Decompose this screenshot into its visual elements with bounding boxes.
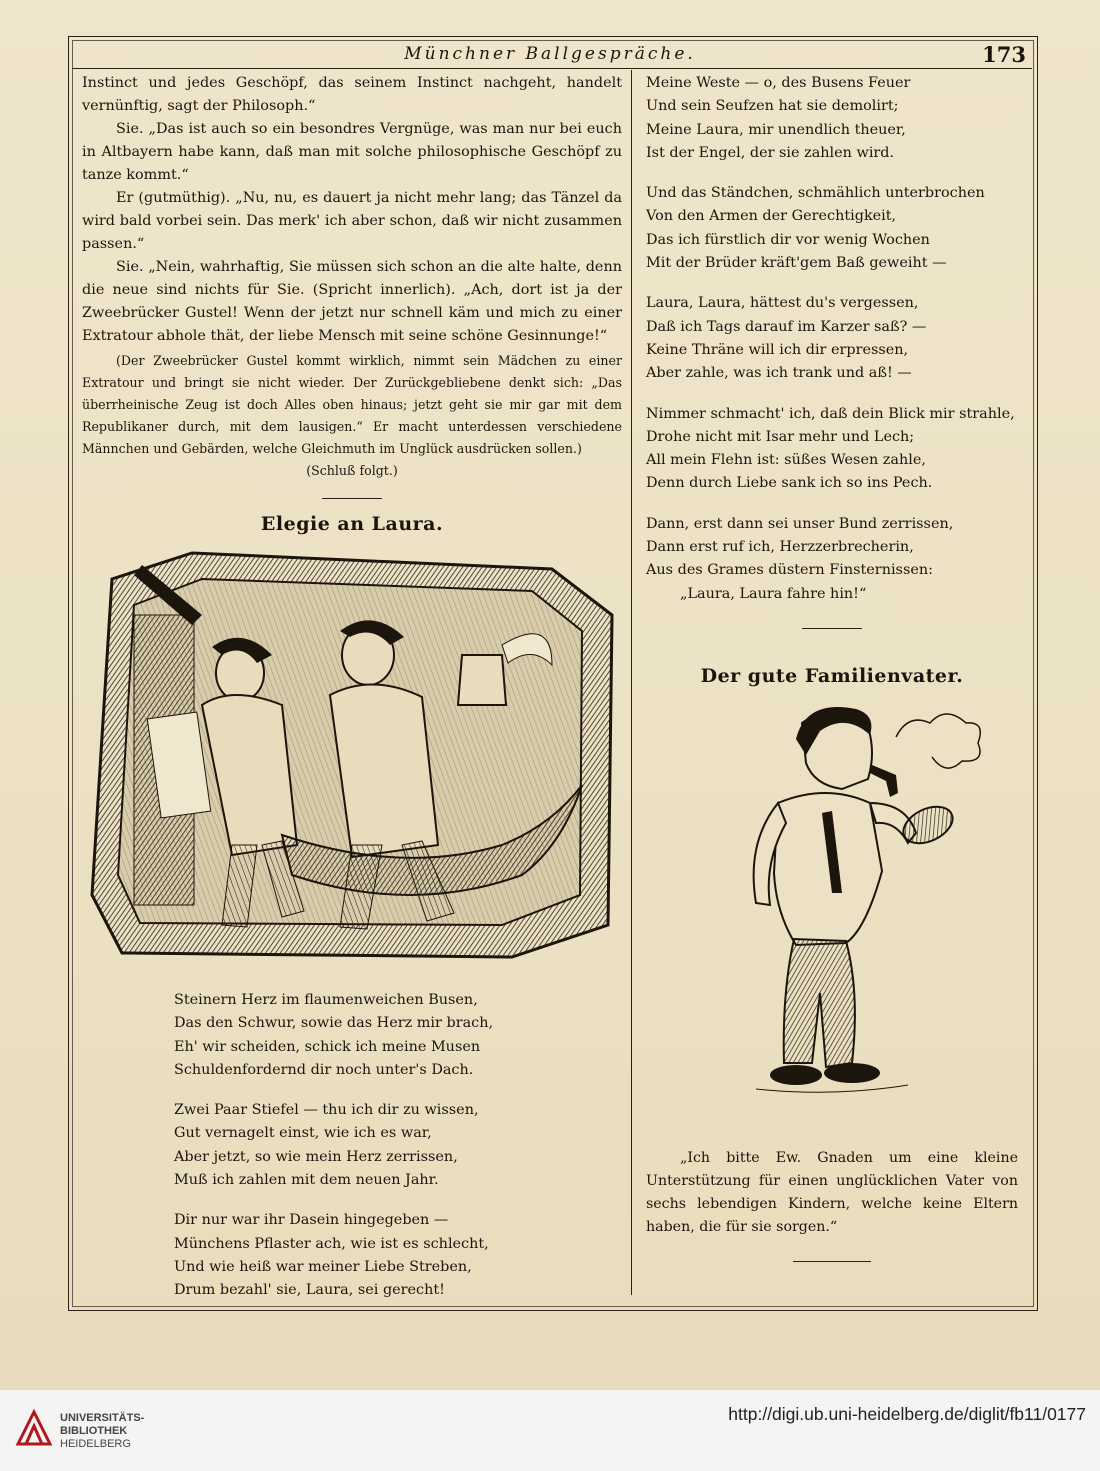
verse-line: Aus des Grames düstern Finsternissen: xyxy=(646,562,933,579)
section-separator xyxy=(793,1261,871,1262)
poem-stanza xyxy=(174,1209,622,1302)
cartoon-frame xyxy=(646,693,1018,1113)
verse-line: Eh' wir scheiden, schick ich meine Musen xyxy=(174,1038,481,1055)
verse-line: Meine Weste — o, des Busens Feuer xyxy=(646,75,911,91)
prose-paragraph: Sie. „Das ist auch so ein besondres Vergnüge, was man nur bei euch in Altbayern habe kann, daß man mit solche philosophische Geschöpf zu tanze kommt.“ xyxy=(82,121,622,183)
logo-line: UNIVERSITÄTS- xyxy=(60,1412,145,1424)
illustration-frame xyxy=(82,545,622,983)
continuation-note: (Schluß folgt.) xyxy=(306,463,398,478)
verse-line: Aber jetzt, so wie mein Herz zerrissen, xyxy=(174,1148,458,1165)
section-separator xyxy=(322,498,382,499)
verse-line: Das ich fürstlich dir vor wenig Wochen xyxy=(646,231,930,248)
verse-line: Und das Ständchen, schmählich unterbrochen xyxy=(646,185,985,202)
cartoon-caption: „Ich bitte Ew. Gnaden um eine kleine Unterstützung für einen unglücklichen Vater von sechs lebendigen Kindern, welche keine Eltern haben, die für sie sorgen.“ xyxy=(646,1149,1018,1235)
verse-line: Gut vernagelt einst, wie ich es war, xyxy=(174,1125,432,1142)
poem-continuation xyxy=(646,72,1018,606)
family-father-cartoon xyxy=(646,693,1018,1113)
running-header-title: Münchner Ballgespräche. xyxy=(404,44,696,64)
verse-line: Und wie heiß war meiner Liebe Streben, xyxy=(174,1258,472,1275)
verse-line: Ist der Engel, der sie zahlen wird. xyxy=(646,144,895,161)
poem-title: Elegie an Laura. xyxy=(260,513,444,535)
poem-body xyxy=(174,989,622,1303)
verse-line: Muß ich zahlen mit dem neuen Jahr. xyxy=(174,1172,439,1189)
verse-line: Schuldenfordernd dir noch unter's Dach. xyxy=(174,1061,474,1078)
verse-line: Aber zahle, was ich trank und aß! — xyxy=(646,365,912,382)
poem-stanza xyxy=(646,403,1018,496)
verse-line: All mein Flehn ist: süßes Wesen zahle, xyxy=(646,452,926,469)
verse-line: Münchens Pflaster ach, wie ist es schlecht, xyxy=(174,1235,489,1252)
poem-stanza xyxy=(646,182,1018,275)
poem-stanza xyxy=(646,513,1018,606)
poem-stanza xyxy=(174,989,622,1082)
viewer-footer xyxy=(0,1390,1100,1471)
right-column xyxy=(646,72,1018,1262)
prose-paragraph: Sie. „Nein, wahrhaftig, Sie müssen sich schon an die alte halte, denn die neue sind nichts für Sie. (Spricht innerlich). „Ach, dort ist ja der Zweebrücker Gustel! Wenn der jetzt nur schnell käm und mich zu einer Extratour abhole thät, der liebe Mensch mit seine schöne Gesinnunge!“ xyxy=(82,259,622,344)
verse-line: Dann erst ruf ich, Herzzerbrecherin, xyxy=(646,539,914,556)
section-separator xyxy=(802,628,862,629)
verse-line: Drum bezahl' sie, Laura, sei gerecht! xyxy=(174,1282,445,1299)
stage-direction: (Der Zweebrücker Gustel kommt wirklich, nimmt sein Mädchen zu einer Extratour und bringt sie nicht wieder. Der Zurückgebliebene denkt sich: „Das überrheinische Zeug ist doch Alles oben hinaus; jetzt geht sie mir gar mit dem Republikaner durch, mit dem lausigen.“ Er macht unterdessen verschiedene Männchen und Gebärden, welche Gleichmuth im Unglück ausdrücken sollen.) xyxy=(82,353,622,456)
verse-line: Und sein Seufzen hat sie demolirt; xyxy=(646,98,899,115)
logo-line: BIBLIOTHEK xyxy=(60,1425,128,1437)
verse-line: Mit der Brüder kräft'gem Baß geweiht — xyxy=(646,255,947,272)
relief-illustration xyxy=(82,545,622,983)
library-name[interactable] xyxy=(60,1412,144,1451)
page-number: 173 xyxy=(982,42,1026,67)
poem-stanza xyxy=(646,292,1018,385)
verse-line: Von den Armen der Gerechtigkeit, xyxy=(646,208,897,225)
library-logo[interactable] xyxy=(14,1408,54,1452)
heidelberg-logo-icon xyxy=(14,1408,54,1448)
logo-line: HEIDELBERG xyxy=(60,1438,131,1450)
verse-line: Das den Schwur, sowie das Herz mir brach, xyxy=(174,1015,494,1032)
prose-paragraph: Instinct und jedes Geschöpf, das seinem Instinct nachgeht, handelt vernünftig, sagt der Philosoph.“ xyxy=(82,75,622,114)
verse-line: Drohe nicht mit Isar mehr und Lech; xyxy=(646,428,915,445)
poem-stanza xyxy=(646,72,1018,165)
permalink-url[interactable]: http://digi.ub.uni-heidelberg.de/diglit/fb11/0177 xyxy=(728,1404,1086,1424)
verse-line: Meine Laura, mir unendlich theuer, xyxy=(646,121,906,138)
column-divider xyxy=(631,70,632,1295)
verse-line: Keine Thräne will ich dir erpressen, xyxy=(646,341,909,358)
verse-line: Zwei Paar Stiefel — thu ich dir zu wissen, xyxy=(174,1102,479,1119)
verse-line: Steinern Herz im flaumenweichen Busen, xyxy=(174,992,478,1008)
header-rule xyxy=(72,68,1032,69)
verse-line: Laura, Laura, hättest du's vergessen, xyxy=(646,295,919,312)
verse-line: Dir nur war ihr Dasein hingegeben — xyxy=(174,1212,449,1229)
verse-line: „Laura, Laura fahre hin!“ xyxy=(680,585,867,602)
cartoon-title: Der gute Familienvater. xyxy=(700,664,964,687)
verse-line: Dann, erst dann sei unser Bund zerrissen, xyxy=(646,515,954,532)
verse-line: Nimmer schmacht' ich, daß dein Blick mir strahle, xyxy=(646,405,1015,422)
verse-line: Daß ich Tags darauf im Karzer saß? — xyxy=(646,318,927,335)
left-column xyxy=(82,72,622,1320)
prose-paragraph: Er (gutmüthig). „Nu, nu, es dauert ja nicht mehr lang; das Tänzel da wird bald vorbei sein. Das merk' ich aber schon, daß wir nicht zusammen passen.“ xyxy=(82,190,622,252)
verse-line: Denn durch Liebe sank ich so ins Pech. xyxy=(646,475,933,492)
poem-stanza xyxy=(174,1099,622,1192)
